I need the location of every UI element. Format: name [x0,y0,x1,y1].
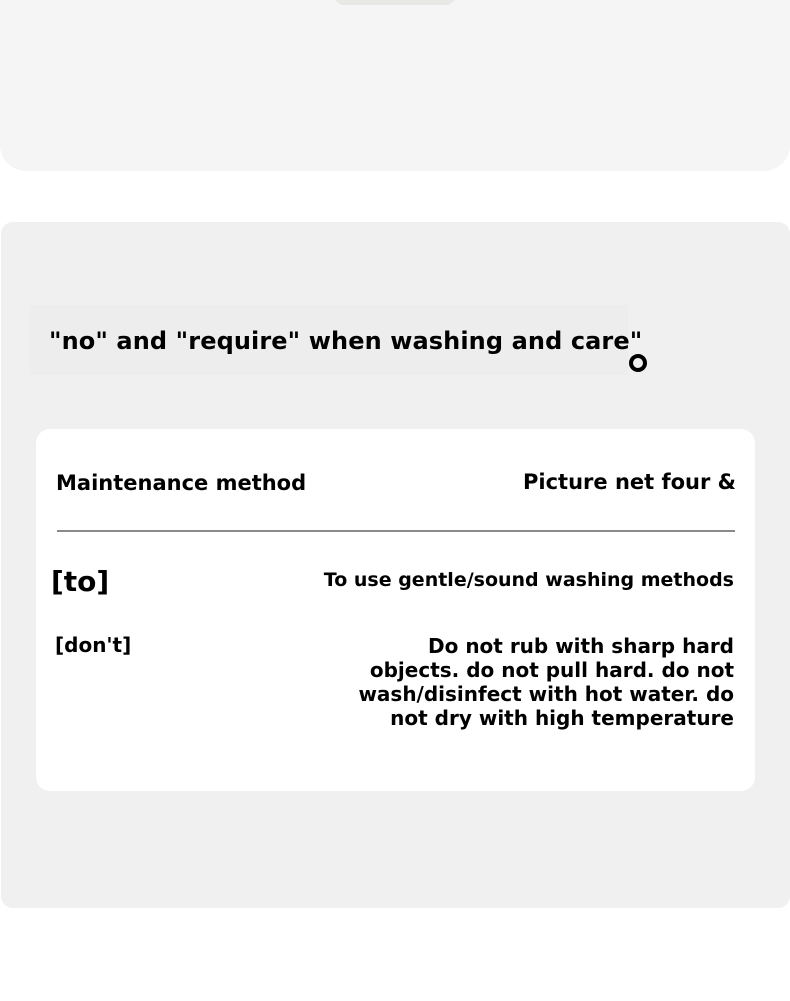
circle-mark-icon [629,354,647,372]
column-header-method: Maintenance method [56,471,307,495]
section-heading: "no" and "require" when washing and care" [49,327,643,355]
product-image-card [0,0,790,171]
row-label-dont: [don't] [55,633,132,657]
product-image [260,0,530,5]
row-label-to: [to] [51,565,110,598]
row-value-to: To use gentle/sound washing methods [323,569,734,591]
table-divider [57,530,735,532]
column-header-picture: Picture net four & [523,470,736,494]
row-value-dont: Do not rub with sharp hard objects. do not pull hard. do not wash/disinfect with hot water. do not dry with high temperature [358,634,734,730]
